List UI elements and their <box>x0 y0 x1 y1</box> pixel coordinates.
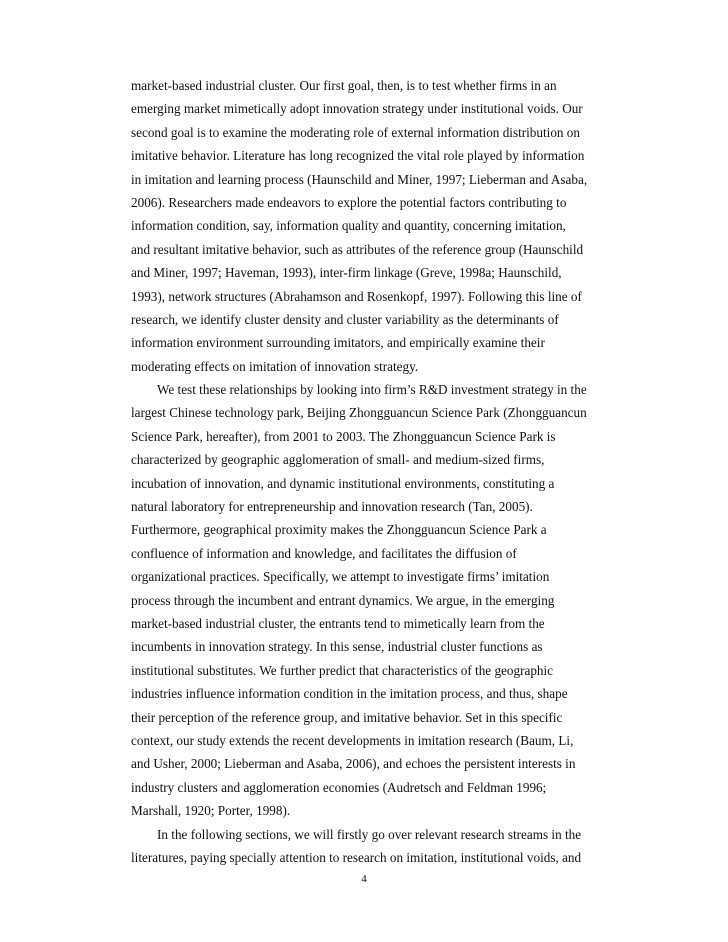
text-line: market-based industrial cluster, the entrants tend to mimetically learn from the <box>131 615 545 631</box>
text-line: organizational practices. Specifically, we attempt to investigate firms’ imitation <box>131 569 550 585</box>
text-line: emerging market mimetically adopt innovation strategy under institutional voids. Our <box>131 101 583 117</box>
text-line: 2006). Researchers made endeavors to explore the potential factors contributing to <box>131 194 567 210</box>
text-line: and resultant imitative behavior, such as attributes of the reference group (Haunschild <box>131 241 584 257</box>
text-line: context, our study extends the recent developments in imitation research (Baum, Li, <box>131 732 574 748</box>
text-line: incumbents in innovation strategy. In this sense, industrial cluster functions as <box>131 639 543 655</box>
text-line: second goal is to examine the moderating role of external information distribution on <box>131 124 580 140</box>
page-number: 4 <box>361 873 367 885</box>
text-line: information environment surrounding imitators, and empirically examine their <box>131 335 545 351</box>
text-line: imitative behavior. Literature has long recognized the vital role played by information <box>131 148 585 164</box>
text-line: characterized by geographic agglomeration of small- and medium-sized firms, <box>131 452 545 468</box>
paragraph-start-line: In the following sections, we will firstly go over relevant research streams in the <box>157 826 582 842</box>
text-line: and Miner, 1997; Haveman, 1993), inter-firm linkage (Greve, 1998a; Haunschild, <box>131 265 562 281</box>
text-line: information condition, say, information quality and quantity, concerning imitation, <box>131 218 566 234</box>
text-line: institutional substitutes. We further predict that characteristics of the geographic <box>131 662 554 678</box>
text-line: incubation of innovation, and dynamic institutional environments, constituting a <box>131 475 555 491</box>
text-line: process through the incumbent and entrant dynamics. We argue, in the emerging <box>131 592 555 608</box>
text-line: moderating effects on imitation of innovation strategy. <box>131 358 419 374</box>
text-line: their perception of the reference group, and imitative behavior. Set in this specific <box>131 709 563 725</box>
text-line: Science Park, hereafter), from 2001 to 2003. The Zhongguancun Science Park is <box>131 428 556 444</box>
text-line: natural laboratory for entrepreneurship and innovation research (Tan, 2005). <box>131 499 533 515</box>
text-line: industry clusters and agglomeration economies (Audretsch and Feldman 1996; <box>131 779 547 795</box>
text-line: research, we identify cluster density and cluster variability as the determinants of <box>131 311 559 327</box>
paragraph-start-line: We test these relationships by looking into firm’s R&D investment strategy in the <box>157 382 587 398</box>
body-text <box>131 74 601 869</box>
text-line: and Usher, 2000; Lieberman and Asaba, 2006), and echoes the persistent interests in <box>131 756 576 772</box>
text-line: largest Chinese technology park, Beijing Zhongguancun Science Park (Zhongguancun <box>131 405 587 421</box>
text-line: confluence of information and knowledge, and facilitates the diffusion of <box>131 545 517 561</box>
text-line: literatures, paying specially attention to research on imitation, institutional voids, and <box>131 849 582 865</box>
text-line: market-based industrial cluster. Our first goal, then, is to test whether firms in an <box>131 78 557 93</box>
text-line: Marshall, 1920; Porter, 1998). <box>131 803 291 819</box>
text-line: industries influence information condition in the imitation process, and thus, shape <box>131 686 568 702</box>
text-line: Furthermore, geographical proximity makes the Zhongguancun Science Park a <box>131 522 547 538</box>
text-line: in imitation and learning process (Haunschild and Miner, 1997; Lieberman and Asaba, <box>131 171 588 187</box>
text-line: 1993), network structures (Abrahamson and Rosenkopf, 1997). Following this line of <box>131 288 582 304</box>
